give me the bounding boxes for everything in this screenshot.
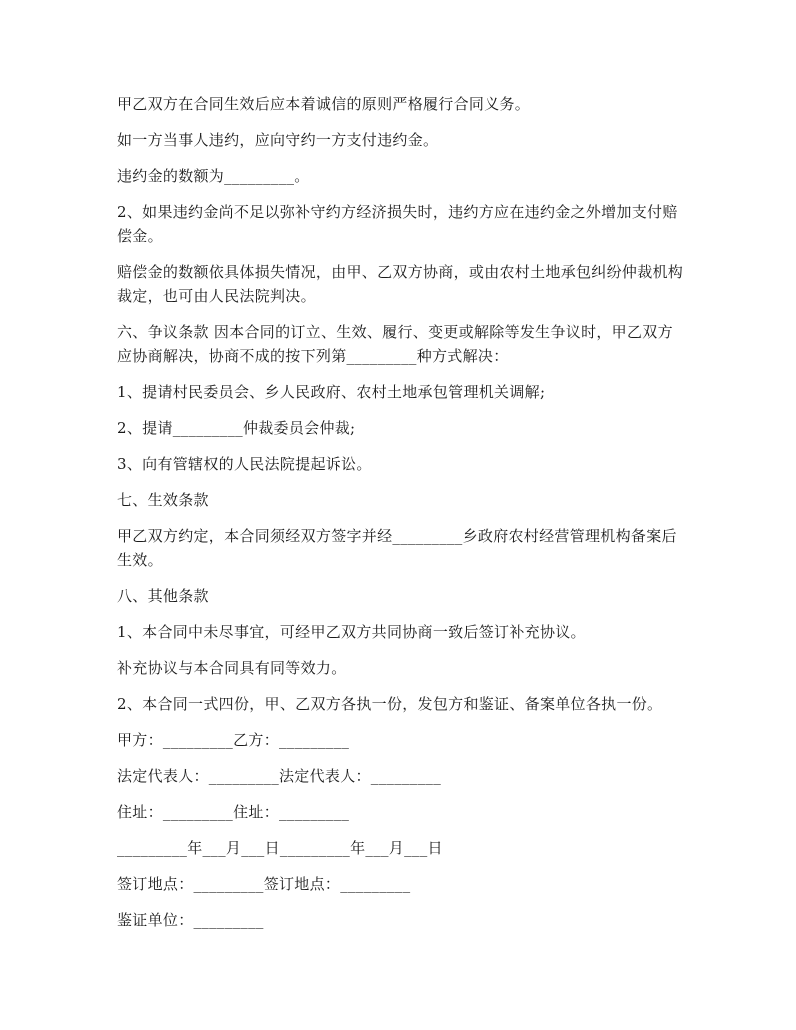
signature-dates: _________年___月___日_________年___月___日 [117, 839, 443, 857]
signature-certifying-unit: 鉴证单位：_________ [117, 911, 264, 929]
paragraph-dispute-option-1: 1、提请村民委员会、乡人民政府、农村土地承包管理机关调解; [117, 383, 546, 401]
heading-effective-clause: 七、生效条款 [117, 491, 209, 509]
signature-addresses: 住址：_________住址：_________ [117, 803, 350, 821]
paragraph-dispute-option-3: 3、向有管辖权的人民法院提起诉讼。 [117, 455, 372, 473]
paragraph-compensation: 2、如果违约金尚不足以弥补守约方经济损失时，违约方应在违约金之外增加支付赔偿金。 [117, 203, 678, 245]
signature-parties: 甲方：_________乙方：_________ [117, 731, 350, 749]
signature-places: 签订地点：_________签订地点：_________ [117, 875, 411, 893]
paragraph-dispute-option-2: 2、提请_________仲裁委员会仲裁; [117, 419, 356, 437]
heading-other-clauses: 八、其他条款 [117, 587, 209, 605]
signature-representatives: 法定代表人：_________法定代表人：_________ [117, 767, 442, 785]
paragraph-supplement: 1、本合同中未尽事宜，可经甲乙双方共同协商一致后签订补充协议。 [117, 623, 586, 641]
paragraph-penalty-amount: 违约金的数额为_________。 [117, 167, 310, 185]
paragraph-supplement-effect: 补充协议与本合同具有同等效力。 [117, 659, 347, 677]
paragraph-breach: 如一方当事人违约，应向守约一方支付违约金。 [117, 131, 439, 149]
document-page [117, 92, 687, 944]
paragraph-dispute-clause: 六、争议条款 因本合同的订立、生效、履行、变更或解除等发生争议时，甲乙双方应协商解决，协商不成的按下列第_________种方式解决： [117, 323, 673, 365]
paragraph-effective: 甲乙双方约定，本合同须经双方签字并经_________乡政府农村经营管理机构备案后生效。 [117, 527, 677, 569]
paragraph-copies: 2、本合同一式四份，甲、乙双方各执一份，发包方和鉴证、备案单位各执一份。 [117, 695, 663, 713]
paragraph-obligation: 甲乙双方在合同生效后应本着诚信的原则严格履行合同义务。 [117, 95, 531, 113]
paragraph-compensation-amount: 赔偿金的数额依具体损失情况，由甲、乙双方协商，或由农村土地承包纠纷仲裁机构裁定，也可由人民法院判决。 [117, 263, 684, 305]
